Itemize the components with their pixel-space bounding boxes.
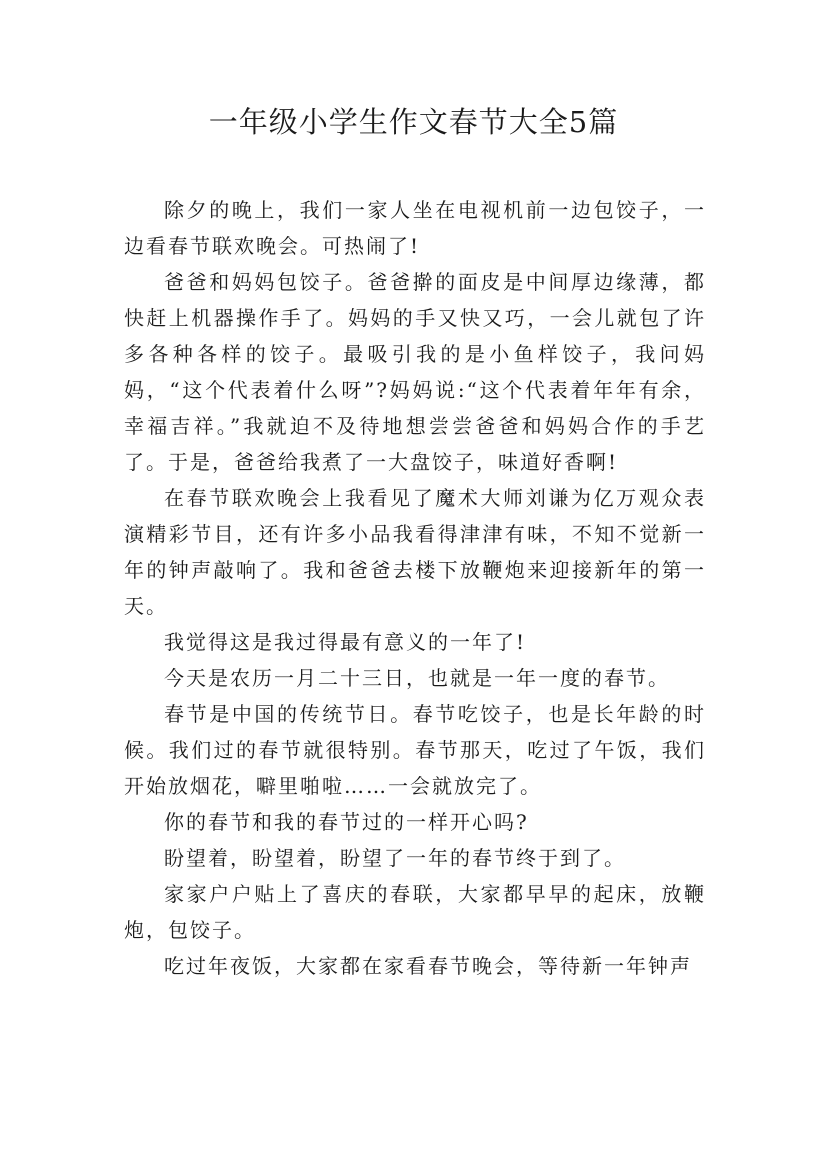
paragraph: 盼望着，盼望着，盼望了一年的春节终于到了。 xyxy=(164,846,626,870)
paragraph: 你的春节和我的春节过的一样开心吗? xyxy=(164,810,529,834)
document-title: 一年级小学生作文春节大全5篇 xyxy=(208,105,619,139)
paragraph: 我觉得这是我过得最有意义的一年了! xyxy=(164,630,527,654)
paragraph: 吃过年夜饭，大家都在家看春节晚会，等待新一年钟声 xyxy=(164,954,692,978)
paragraph: 除夕的晚上，我们一家人坐在电视机前一边包饺子，一边看春节联欢晚会。可热闹了! xyxy=(124,198,706,258)
document-body xyxy=(124,192,706,984)
paragraph: 今天是农历一月二十三日，也就是一年一度的春节。 xyxy=(164,666,670,690)
paragraph: 家家户户贴上了喜庆的春联，大家都早早的起床，放鞭炮，包饺子。 xyxy=(124,882,706,942)
paragraph: 在春节联欢晚会上我看见了魔术大师刘谦为亿万观众表演精彩节目，还有许多小品我看得津津有味，不知不觉新一年的钟声敲响了。我和爸爸去楼下放鞭炮来迎接新年的第一天。 xyxy=(124,486,706,618)
paragraph: 春节是中国的传统节日。春节吃饺子，也是长年龄的时候。我们过的春节就很特别。春节那天，吃过了午饭，我们开始放烟花，噼里啪啦……一会就放完了。 xyxy=(124,702,706,798)
paragraph: 爸爸和妈妈包饺子。爸爸擀的面皮是中间厚边缘薄，都快赶上机器操作手了。妈妈的手又快又巧，一会儿就包了许多各种各样的饺子。最吸引我的是小鱼样饺子，我问妈妈，“这个代表着什么呀”?妈妈说:“这个代表着年年有余，幸福吉祥。”我就迫不及待地想尝尝爸爸和妈妈合作的手艺了。于是，爸爸给我煮了一大盘饺子，味道好香啊! xyxy=(124,270,706,474)
